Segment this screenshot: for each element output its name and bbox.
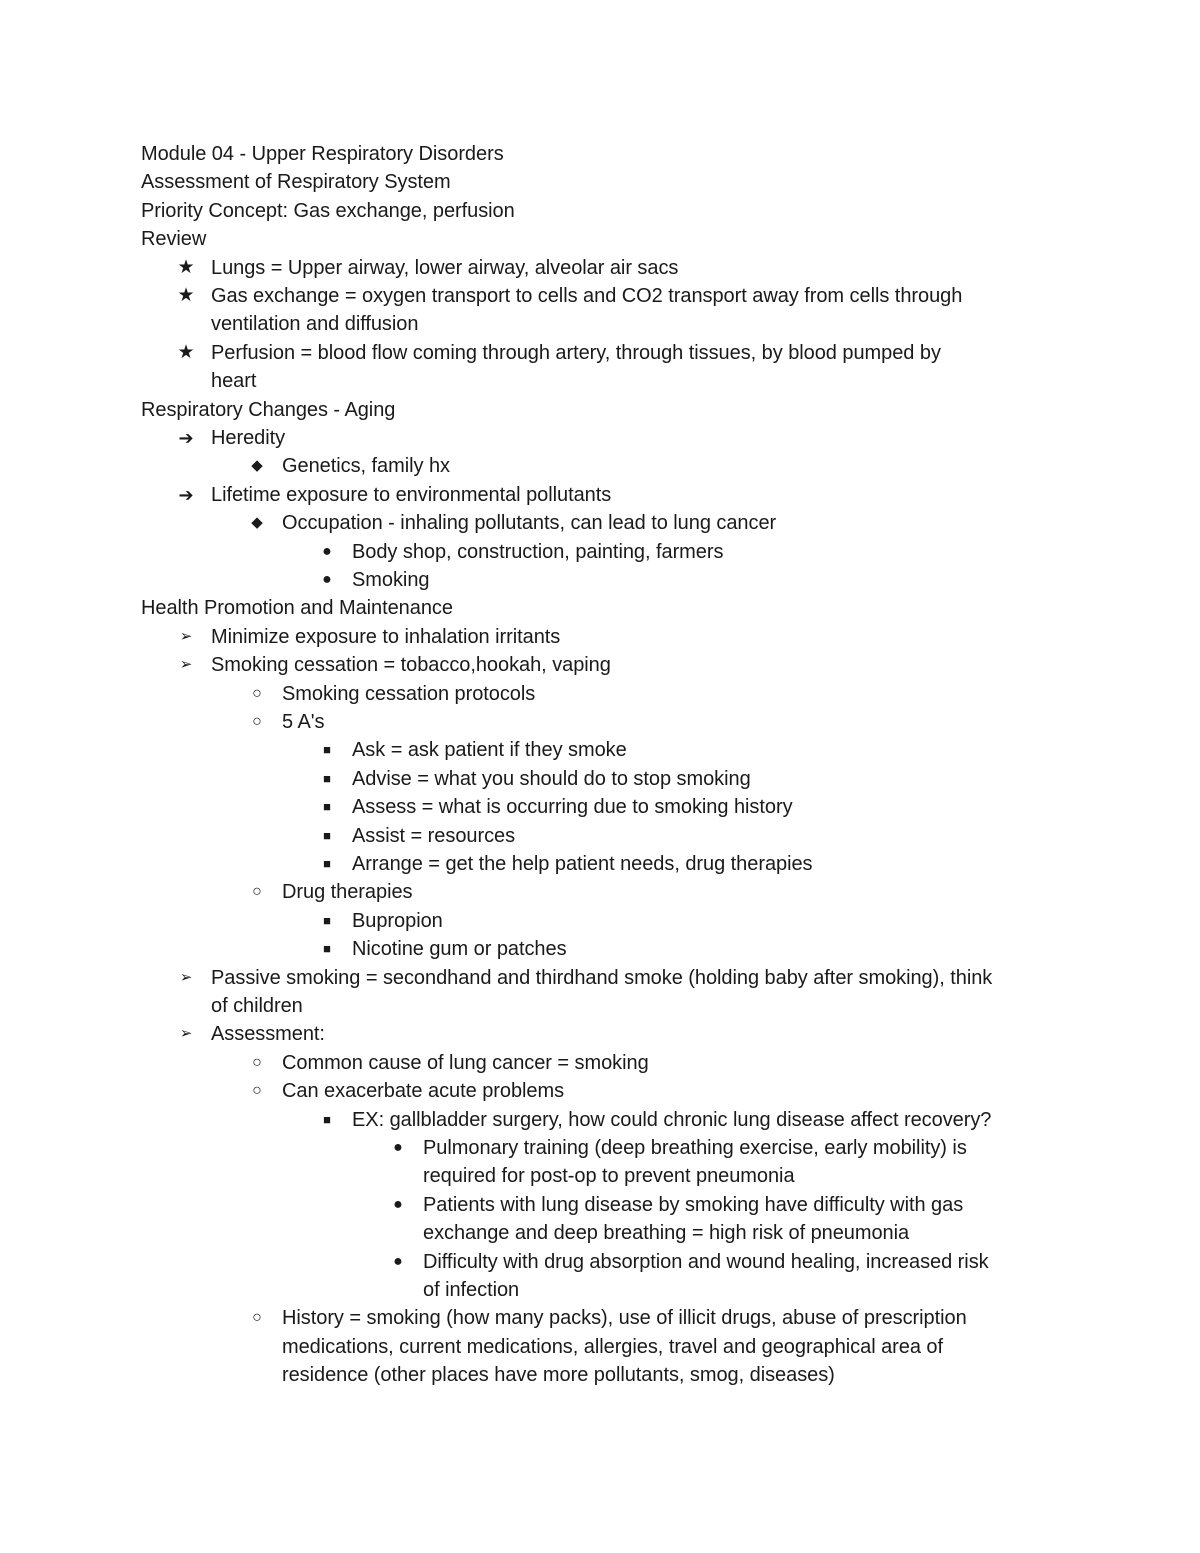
list-item-text: Assessment: — [211, 1023, 325, 1046]
bullet-marker: ○ — [252, 1082, 262, 1100]
heading-line: Respiratory Changes - Aging — [141, 398, 396, 421]
bullet-marker: ■ — [323, 742, 331, 758]
list-item-text: Drug therapies — [282, 881, 413, 904]
list-item-text: Smoking — [352, 569, 430, 591]
list-item-text: Body shop, construction, painting, farmers — [352, 540, 724, 563]
list-item-text: of children — [211, 995, 303, 1017]
bullet-marker: ★ — [177, 285, 195, 306]
list-item-text: Gas exchange = oxygen transport to cells and CO2 transport away from cells through — [211, 285, 963, 307]
bullet-marker: ○ — [252, 684, 262, 702]
bullet-marker: ➔ — [178, 428, 194, 448]
bullet-marker: ■ — [323, 799, 331, 815]
list-item-text: Passive smoking = secondhand and thirdhand smoke (holding baby after smoking), think — [211, 966, 993, 989]
bullet-marker: ■ — [323, 912, 331, 928]
list-item-text: Smoking cessation protocols — [282, 682, 536, 705]
list-item-text: Advise = what you should do to stop smoking — [352, 767, 751, 790]
bullet-marker: ➢ — [179, 1025, 193, 1043]
list-item-text: Occupation - inhaling pollutants, can lead to lung cancer — [282, 512, 777, 535]
list-item-text: Can exacerbate acute problems — [282, 1080, 565, 1103]
list-item-text: Perfusion = blood flow coming through artery, through tissues, by blood pumped by — [211, 341, 941, 364]
list-item-text: Minimize exposure to inhalation irritants — [211, 625, 561, 648]
bullet-marker: ● — [393, 1195, 403, 1213]
bullet-marker: ◆ — [251, 457, 263, 475]
bullet-marker: ○ — [252, 1053, 262, 1071]
heading-line: Health Promotion and Maintenance — [141, 597, 453, 620]
bullet-marker: ➢ — [179, 627, 193, 645]
list-item-text: Nicotine gum or patches — [352, 938, 567, 961]
heading-line: Review — [141, 228, 207, 251]
heading-line: Assessment of Respiratory System — [141, 171, 451, 194]
list-item-text: Genetics, family hx — [282, 455, 450, 478]
bullet-marker: ■ — [323, 941, 331, 957]
bullet-marker: ● — [393, 1252, 403, 1270]
list-item-text: Patients with lung disease by smoking have difficulty with gas — [423, 1193, 964, 1216]
list-item-text: Difficulty with drug absorption and wound healing, increased risk — [423, 1250, 989, 1273]
bullet-marker: ★ — [177, 256, 195, 278]
list-item-text: Common cause of lung cancer = smoking — [282, 1051, 649, 1074]
list-item-text: required for post-op to prevent pneumonia — [423, 1165, 795, 1188]
list-item-text: Ask = ask patient if they smoke — [352, 739, 627, 762]
bullet-marker: ★ — [177, 341, 195, 363]
list-item-text: History = smoking (how many packs), use of illicit drugs, abuse of prescription — [282, 1307, 967, 1330]
list-item-text: ventilation and diffusion — [211, 313, 419, 336]
list-item-text: heart — [211, 370, 257, 393]
bullet-marker: ● — [393, 1139, 403, 1156]
list-item-text: EX: gallbladder surgery, how could chronic lung disease affect recovery? — [352, 1108, 992, 1131]
list-item-text: Pulmonary training (deep breathing exercise, early mobility) is — [423, 1137, 967, 1159]
bullet-marker: ➢ — [179, 968, 193, 986]
bullet-marker: ○ — [252, 883, 262, 901]
bullet-marker: ■ — [323, 770, 331, 786]
bullet-marker: ➢ — [179, 656, 193, 674]
list-item-text: of infection — [423, 1279, 520, 1301]
list-item-text: residence (other places have more pollutants, smog, diseases) — [282, 1364, 835, 1387]
bullet-marker: ➔ — [178, 484, 194, 505]
bullet-marker: ■ — [323, 856, 331, 871]
bullet-marker: ◆ — [251, 514, 263, 532]
bullet-marker: ○ — [252, 1309, 262, 1327]
bullet-marker: ○ — [252, 713, 262, 730]
heading-line: Priority Concept: Gas exchange, perfusion — [141, 199, 515, 222]
bullet-marker: ● — [322, 571, 332, 588]
bullet-marker: ■ — [323, 1111, 331, 1127]
list-item-text: Lungs = Upper airway, lower airway, alveolar air sacs — [211, 256, 679, 279]
list-item-text: 5 A's — [282, 711, 325, 733]
list-item-text: Arrange = get the help patient needs, drug therapies — [352, 853, 813, 875]
list-item-text: Heredity — [211, 427, 286, 449]
list-item-text: Lifetime exposure to environmental pollutants — [211, 483, 612, 506]
list-item-text: Smoking cessation = tobacco,hookah, vaping — [211, 654, 611, 677]
list-item-text: Bupropion — [352, 909, 443, 932]
list-item-text: medications, current medications, allergies, travel and geographical area of — [282, 1335, 944, 1358]
list-item-text: exchange and deep breathing = high risk of pneumonia — [423, 1222, 910, 1245]
list-item-text: Assess = what is occurring due to smoking history — [352, 796, 793, 819]
bullet-marker: ● — [322, 542, 332, 560]
heading-line: Module 04 - Upper Respiratory Disorders — [141, 143, 504, 165]
bullet-marker: ■ — [323, 827, 331, 843]
list-item-text: Assist = resources — [352, 824, 516, 847]
